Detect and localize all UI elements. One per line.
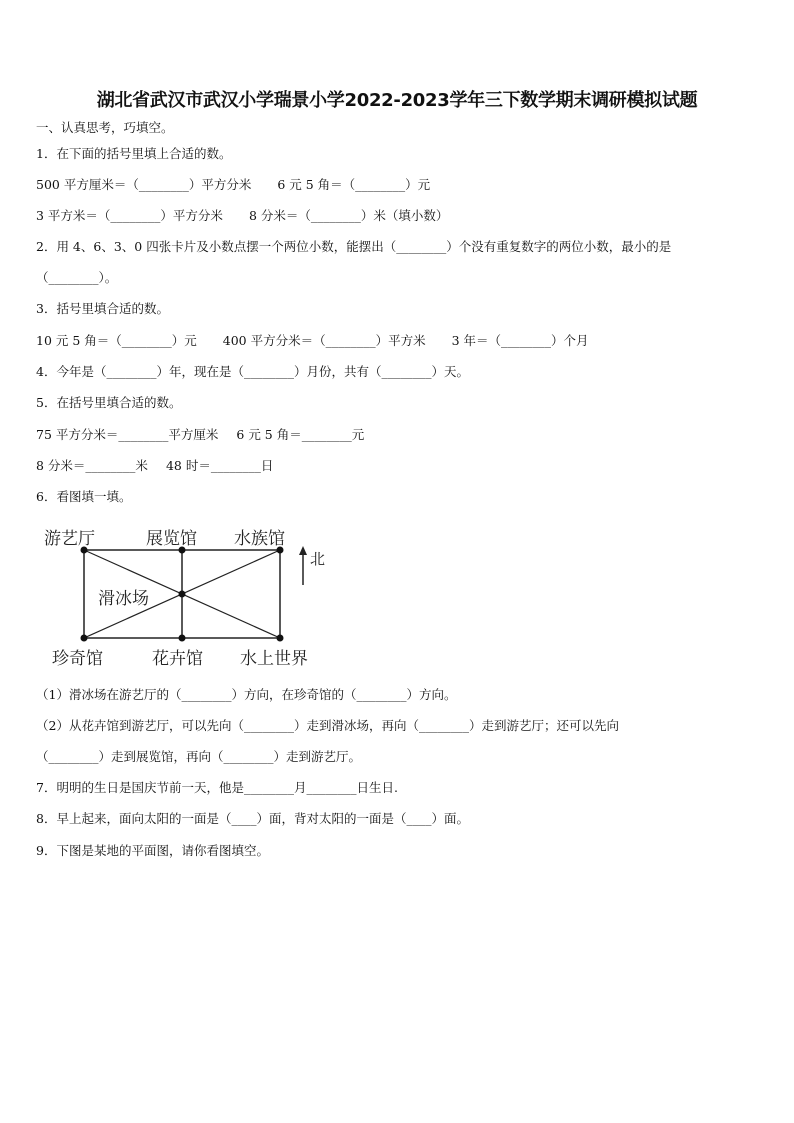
question-3-item-c: 3 年＝（________）个月: [451, 333, 589, 348]
north-arrow-icon: [299, 546, 307, 555]
label-huahuiguan: 花卉馆: [152, 649, 203, 669]
question-5-row-1: [36, 427, 364, 443]
question-6-sub-1: （1）滑冰场在游艺厅的（________）方向，在珍奇馆的（________）方向。: [36, 687, 457, 702]
question-2-line-2: （________）。: [36, 270, 118, 285]
question-1-item-c: 3 平方米＝（________）平方分米: [36, 208, 223, 223]
question-5-item-b: 6 元 5 角＝________元: [236, 427, 365, 442]
question-8: 8．早上起来，面向太阳的一面是（____）面，背对太阳的一面是（____）面。: [36, 811, 469, 826]
dot-se: [277, 635, 284, 642]
question-5-row-2: [36, 458, 273, 474]
question-2-line-1: 2．用 4、6、3、0 四张卡片及小数点摆一个两位小数，能摆出（________）个没有重复数字的两位小数，最小的是: [36, 239, 672, 254]
question-5-item-c: 8 分米＝________米: [36, 458, 148, 473]
question-1-item-d: 8 分米＝（________）米（填小数）: [248, 208, 449, 223]
label-shuizuguan: 水族馆: [234, 529, 285, 549]
question-5-stem: 5．在括号里填合适的数。: [36, 395, 182, 410]
label-shuishangshijie: 水上世界: [240, 649, 308, 669]
question-1-item-a: 500 平方厘米＝（________）平方分米: [36, 177, 252, 192]
question-5-item-a: 75 平方分米＝________平方厘米: [36, 427, 219, 442]
dot-s: [179, 635, 186, 642]
map-diagram: [40, 520, 340, 670]
question-1-row-2: [36, 208, 448, 224]
label-youyiting: 游艺厅: [44, 529, 95, 549]
question-4: 4．今年是（________）年，现在是（________）月份，共有（________）天。: [36, 364, 469, 379]
question-1-row-1: [36, 177, 430, 193]
page-title: 湖北省武汉市武汉小学瑞景小学2022-2023学年三下数学期末调研模拟试题: [96, 90, 698, 111]
question-3-item-a: 10 元 5 角＝（________）元: [36, 333, 197, 348]
dot-center: [179, 591, 186, 598]
question-6-sub-2-line-2: （________）走到展览馆，再向（________）走到游艺厅。: [36, 749, 362, 764]
label-north: 北: [310, 550, 326, 568]
question-6-stem: 6．看图填一填。: [36, 489, 132, 504]
question-1-item-b: 6 元 5 角＝（________）元: [277, 177, 431, 192]
label-huabingchang: 滑冰场: [98, 589, 149, 609]
dot-sw: [81, 635, 88, 642]
question-1-stem: 1．在下面的括号里填上合适的数。: [36, 146, 232, 161]
label-zhenqiguan: 珍奇馆: [52, 649, 103, 669]
question-5-item-d: 48 时＝________日: [165, 458, 274, 473]
question-3-stem: 3．括号里填合适的数。: [36, 301, 169, 316]
question-6-sub-2-line-1: （2）从花卉馆到游艺厅，可以先向（________）走到滑冰场，再向（________）走到游艺厅；还可以先向: [36, 718, 619, 733]
question-3-item-b: 400 平方分米＝（________）平方米: [222, 333, 426, 348]
section-heading: 一、认真思考，巧填空。: [36, 120, 174, 135]
label-zhanlanguan: 展览馆: [146, 529, 197, 549]
question-9: 9．下图是某地的平面图，请你看图填空。: [36, 843, 269, 858]
question-7: 7．明明的生日是国庆节前一天，他是________月________日生日.: [36, 780, 398, 795]
question-3-row: [36, 333, 589, 349]
